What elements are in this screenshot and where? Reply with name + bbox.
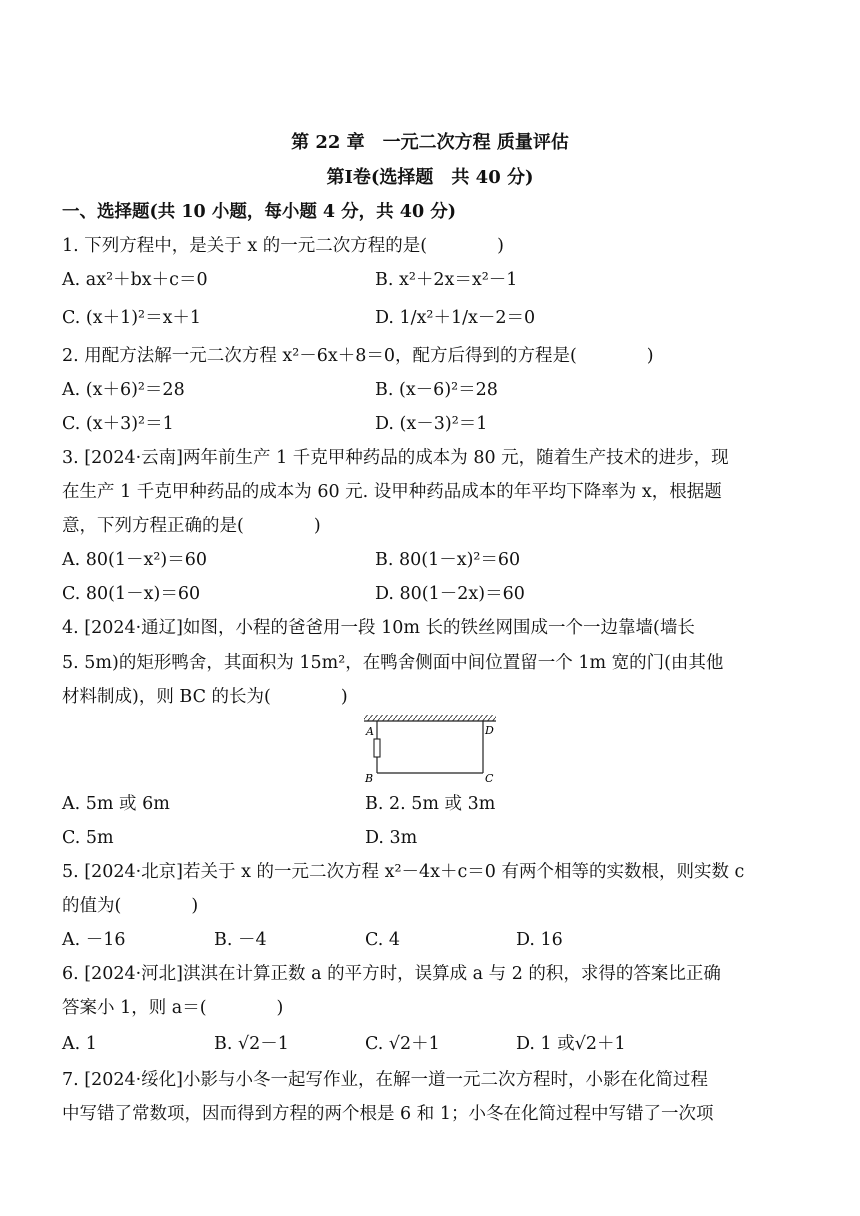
question-3-option-c: C. 80(1－x)＝60 — [62, 584, 201, 604]
question-3-stem-line: 3. [2024·云南]两年前生产 1 千克甲种药品的成本为 80 元，随着生产技术的进步，现 — [62, 448, 729, 468]
question-5-option-b: B. －4 — [214, 930, 267, 950]
question-1-option-a: A. ax²＋bx＋c＝0 — [62, 270, 208, 290]
question-4-stem-line: 材料制成)，则 BC 的长为( ) — [62, 687, 348, 707]
question-6-option-d: D. 1 或√2＋1 — [516, 1034, 626, 1054]
question-3-stem-line: 意，下列方程正确的是( ) — [62, 516, 321, 536]
question-5-option-a: A. －16 — [62, 930, 126, 950]
question-6-stem-line: 答案小 1，则 a＝( ) — [62, 998, 284, 1018]
question-3-option-a: A. 80(1－x²)＝60 — [62, 550, 207, 570]
question-4-option-b: B. 2. 5m 或 3m — [365, 794, 496, 814]
question-4-stem-line: 4. [2024·通辽]如图，小程的爸爸用一段 10m 长的铁丝网围成一个一边靠墙(墙长 — [62, 618, 695, 638]
section-heading: 一、选择题(共 10 小题，每小题 4 分，共 40 分) — [62, 202, 456, 222]
label-a: A — [366, 725, 374, 738]
question-3-option-d: D. 80(1－2x)＝60 — [375, 584, 525, 604]
door — [374, 739, 380, 757]
question-5-stem-line: 5. [2024·北京]若关于 x 的一元二次方程 x²－4x＋c＝0 有两个相等的实数根，则实数 c — [62, 862, 745, 882]
question-5-stem-line: 的值为( ) — [62, 896, 199, 916]
duck-pen-figure — [360, 712, 500, 784]
question-6-option-c: C. √2＋1 — [365, 1034, 440, 1054]
label-b: B — [365, 772, 374, 784]
question-2-option-c: C. (x＋3)²＝1 — [62, 414, 174, 434]
question-7-stem-line: 7. [2024·绥化]小影与小冬一起写作业，在解一道一元二次方程时，小影在化简过程 — [62, 1070, 709, 1090]
label-c: C — [485, 772, 494, 784]
question-2-stem: 2. 用配方法解一元二次方程 x²－6x＋8＝0，配方后得到的方程是( ) — [62, 346, 654, 366]
question-6-option-a: A. 1 — [62, 1034, 97, 1054]
question-7-stem-line: 中写错了常数项，因而得到方程的两个根是 6 和 1；小冬在化简过程中写错了一次项 — [62, 1104, 714, 1124]
question-2-option-d: D. (x－3)²＝1 — [375, 414, 488, 434]
question-4-option-a: A. 5m 或 6m — [62, 794, 170, 814]
question-6-option-b: B. √2－1 — [214, 1034, 289, 1054]
question-4-option-c: C. 5m — [62, 828, 114, 848]
question-4-stem-line: 5. 5m)的矩形鸭舍，其面积为 15m²，在鸭舍侧面中间位置留一个 1m 宽的门(由其他 — [62, 653, 724, 673]
label-d: D — [485, 724, 494, 737]
question-1-stem: 1. 下列方程中，是关于 x 的一元二次方程的是( ) — [62, 236, 504, 256]
page-title: 第 22 章 一元二次方程 质量评估 — [291, 132, 569, 153]
wall-hatch — [364, 715, 496, 721]
question-3-option-b: B. 80(1－x)²＝60 — [375, 550, 521, 570]
question-2-option-b: B. (x－6)²＝28 — [375, 380, 498, 400]
question-1-option-c: C. (x＋1)²＝x＋1 — [62, 308, 202, 328]
question-5-option-c: C. 4 — [365, 930, 401, 950]
question-1-option-b: B. x²＋2x＝x²－1 — [375, 270, 518, 290]
question-1-option-d: D. 1/x²＋1/x－2＝0 — [375, 308, 536, 328]
page-subtitle: 第Ⅰ卷(选择题 共 40 分) — [326, 167, 534, 188]
question-5-option-d: D. 16 — [516, 930, 563, 950]
question-2-option-a: A. (x＋6)²＝28 — [62, 380, 185, 400]
question-6-stem-line: 6. [2024·河北]淇淇在计算正数 a 的平方时，误算成 a 与 2 的积，求得的答案比正确 — [62, 964, 721, 984]
question-4-option-d: D. 3m — [365, 828, 418, 848]
question-3-stem-line: 在生产 1 千克甲种药品的成本为 60 元. 设甲种药品成本的年平均下降率为 x，根据题 — [62, 482, 722, 502]
